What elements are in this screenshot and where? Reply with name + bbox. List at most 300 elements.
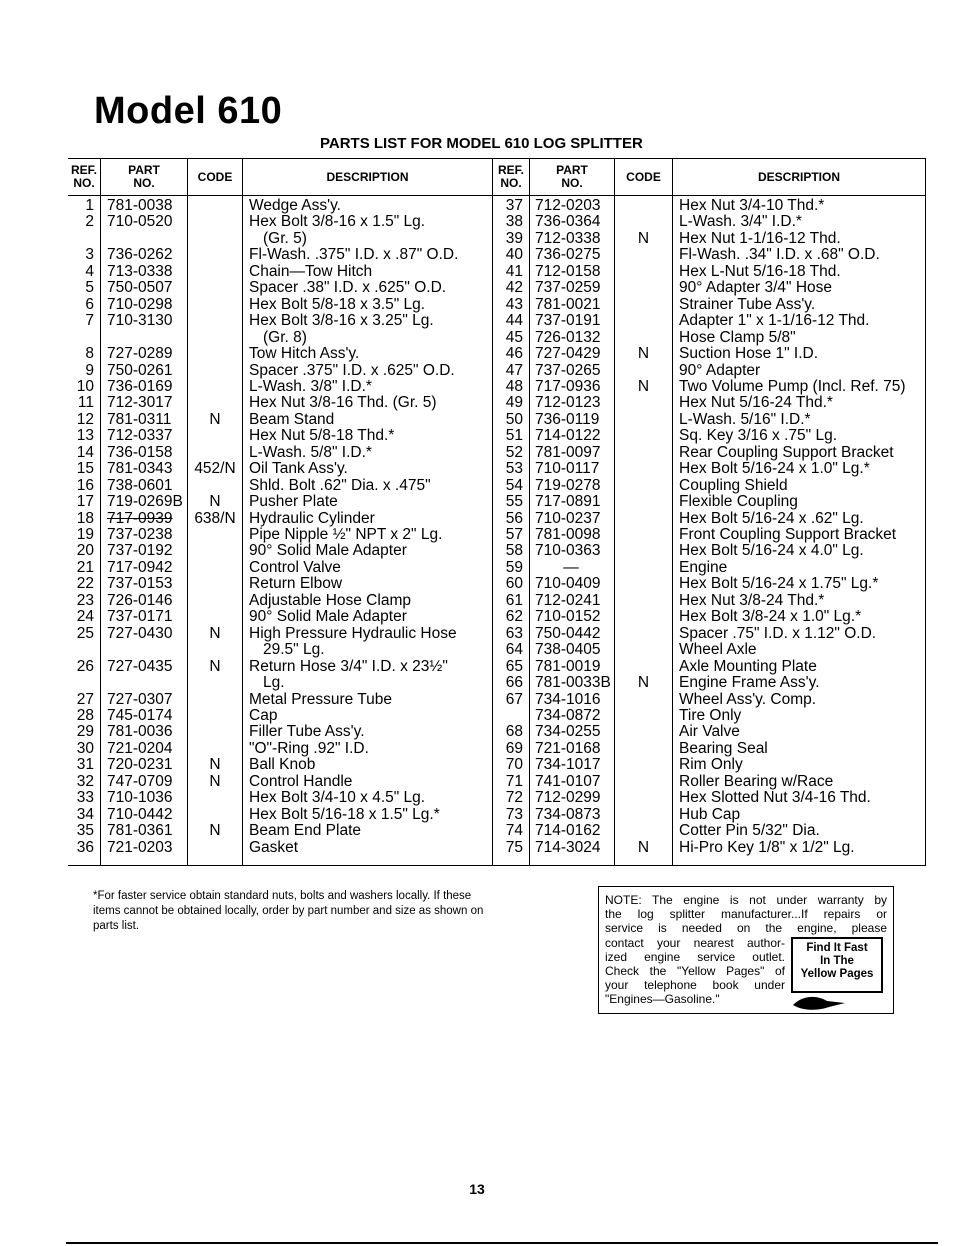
page-title: Model 610 <box>94 90 283 132</box>
table-row <box>68 428 492 444</box>
part-no-cell: 734-1016 <box>535 690 601 708</box>
table-row <box>68 659 492 675</box>
description-cell: High Pressure Hydraulic Hose <box>249 624 457 642</box>
description-cell: Axle Mounting Plate <box>679 657 817 675</box>
description-cell: Wheel Ass'y. Comp. <box>679 690 817 708</box>
code-cell: 452/N <box>194 460 236 478</box>
ref-no-cell: 34 <box>76 805 94 823</box>
ref-no-cell: 71 <box>505 772 523 790</box>
part-no-cell: 726-0132 <box>535 328 601 346</box>
table-row <box>493 790 925 806</box>
part-no-cell: 736-0119 <box>535 410 600 428</box>
table-row <box>68 461 492 477</box>
description-cell: 29.5" Lg. <box>263 641 325 659</box>
ref-no-cell: 29 <box>76 723 94 741</box>
ref-no-cell: 66 <box>505 674 523 692</box>
walking-fingers-icon <box>789 991 849 1013</box>
table-row <box>493 412 925 428</box>
table-row <box>68 626 492 642</box>
header-part-no: PART NO. <box>128 163 160 190</box>
description-cell: Lg. <box>263 674 285 692</box>
part-no-cell: 719-0278 <box>535 476 601 494</box>
table-row <box>493 659 925 675</box>
part-no-cell: 712-0337 <box>107 427 173 445</box>
ref-no-cell: 33 <box>76 789 94 807</box>
ref-no-cell: 41 <box>505 262 523 280</box>
table-row <box>493 511 925 527</box>
ref-no-cell: 27 <box>76 690 94 708</box>
ref-no-cell: 73 <box>505 805 523 823</box>
description-cell: Fl-Wash. .34" I.D. x .68" O.D. <box>679 246 880 264</box>
code-cell: N <box>637 345 650 363</box>
table-row <box>493 198 925 214</box>
table-row <box>68 231 492 247</box>
code-cell: N <box>209 822 221 840</box>
description-cell: 90° Solid Male Adapter <box>249 542 407 560</box>
description-cell: Hex Bolt 3/8-24 x 1.0" Lg.* <box>679 608 862 626</box>
description-cell: Hex Bolt 5/16-24 x 4.0" Lg. <box>679 542 864 560</box>
table-row <box>493 445 925 461</box>
header-code: CODE <box>626 169 661 184</box>
description-cell: Hex Bolt 3/4-10 x 4.5" Lg. <box>249 789 426 807</box>
part-no-cell: 781-0361 <box>107 822 173 840</box>
ref-no-cell: 49 <box>505 394 523 412</box>
code-cell: N <box>637 674 650 692</box>
code-cell: N <box>209 657 221 675</box>
part-no-cell: 736-0364 <box>535 213 601 231</box>
part-no-cell: 710-0117 <box>535 460 600 478</box>
table-row <box>493 395 925 411</box>
ref-no-cell: 24 <box>76 608 94 626</box>
ref-no-cell: 53 <box>505 460 523 478</box>
ref-no-cell: 42 <box>505 279 523 297</box>
table-row <box>493 807 925 823</box>
table-right-edge <box>925 159 926 865</box>
ref-no-cell: 31 <box>76 756 94 774</box>
table-row <box>68 330 492 346</box>
table-row <box>493 527 925 543</box>
logo-line: Find It Fast <box>806 942 868 954</box>
engine-warranty-note <box>598 886 894 1014</box>
table-row <box>493 774 925 790</box>
table-row <box>493 626 925 642</box>
ref-no-cell: 15 <box>76 460 94 478</box>
description-cell: Pusher Plate <box>249 493 338 511</box>
part-no-cell: 736-0158 <box>107 443 173 461</box>
part-no-cell: 727-0289 <box>107 345 173 363</box>
table-row <box>493 478 925 494</box>
description-cell: Spacer .75" I.D. x 1.12" O.D. <box>679 624 877 642</box>
part-no-cell: 781-0343 <box>107 460 173 478</box>
ref-no-cell: 2 <box>85 213 94 231</box>
part-no-cell: 737-0153 <box>107 575 173 593</box>
description-cell: Hex Bolt 3/8-16 x 1.5" Lg. <box>249 213 426 231</box>
part-no-cell: 734-0255 <box>535 723 601 741</box>
description-cell: Strainer Tube Ass'y. <box>679 295 816 313</box>
ref-no-cell: 26 <box>76 657 94 675</box>
ref-no-cell: 3 <box>85 246 94 264</box>
part-no-cell: 781-0036 <box>107 723 173 741</box>
part-no-cell: 714-0122 <box>535 427 601 445</box>
ref-no-cell: 44 <box>505 312 523 330</box>
table-row <box>493 708 925 724</box>
table-row <box>493 379 925 395</box>
part-no-cell: 721-0204 <box>107 739 173 757</box>
part-no-cell: 710-0409 <box>535 575 601 593</box>
ref-no-cell: 6 <box>85 295 94 313</box>
logo-line: In The <box>820 955 854 967</box>
ref-no-cell: 11 <box>77 394 94 412</box>
note-line: service is needed on the engine, please <box>605 921 887 936</box>
table-row <box>493 313 925 329</box>
description-cell: Bearing Seal <box>679 739 768 757</box>
description-cell: Hex Bolt 5/16-24 x .62" Lg. <box>679 509 864 527</box>
description-cell: Hex Nut 3/4-10 Thd.* <box>679 197 825 214</box>
table-row <box>68 692 492 708</box>
ref-no-cell: 48 <box>505 377 523 395</box>
description-cell: Hex Nut 3/8-16 Thd. (Gr. 5) <box>249 394 437 412</box>
part-no-cell: 712-0338 <box>535 229 601 247</box>
table-row <box>68 297 492 313</box>
description-cell: Spacer .375" I.D. x .625" O.D. <box>249 361 455 379</box>
table-row <box>68 445 492 461</box>
part-no-cell: 710-0363 <box>535 542 601 560</box>
part-no-cell: 781-0033B <box>535 674 611 692</box>
part-no-cell: 781-0019 <box>535 657 601 675</box>
header-part-no: PART NO. <box>556 163 588 190</box>
ref-no-cell: 75 <box>505 838 523 856</box>
ref-no-cell: 65 <box>505 657 523 675</box>
description-cell: Rim Only <box>679 756 743 774</box>
ref-no-cell: 63 <box>505 624 523 642</box>
ref-no-cell: 62 <box>505 608 523 626</box>
part-no-cell: 710-0152 <box>535 608 601 626</box>
ref-no-cell: 57 <box>505 526 523 543</box>
table-row <box>493 823 925 839</box>
ref-no-cell: 74 <box>505 822 523 840</box>
header-ref-no: REF. NO. <box>70 163 97 190</box>
ref-no-cell: 18 <box>76 509 94 527</box>
table-row <box>68 264 492 280</box>
part-no-cell: 747-0709 <box>107 772 173 790</box>
ref-no-cell: 7 <box>85 312 94 330</box>
part-no-cell: 781-0097 <box>535 443 601 461</box>
part-no-cell: 710-0520 <box>107 213 173 231</box>
part-no-cell: 737-0265 <box>535 361 601 379</box>
ref-no-cell: 10 <box>76 377 94 395</box>
description-cell: Return Hose 3/4" I.D. x 23½" <box>249 657 448 675</box>
note-line: your telephone book under <box>605 978 785 993</box>
description-cell: Hydraulic Cylinder <box>249 509 375 527</box>
header-description: DESCRIPTION <box>326 169 409 184</box>
part-no-cell: 727-0307 <box>107 690 173 708</box>
description-cell: L-Wash. 3/8" I.D.* <box>249 377 372 395</box>
ref-no-cell: 61 <box>505 591 523 609</box>
part-no-cell: 750-0261 <box>107 361 173 379</box>
part-no-cell: 710-0442 <box>107 805 173 823</box>
description-cell: Filler Tube Ass'y. <box>249 723 365 741</box>
part-no-cell: 734-0873 <box>535 805 601 823</box>
description-cell: L-Wash. 5/8" I.D.* <box>249 443 372 461</box>
description-cell: Hex Bolt 5/16-24 x 1.75" Lg.* <box>679 575 879 593</box>
part-no-cell: 737-0191 <box>535 312 601 330</box>
description-cell: Two Volume Pump (Incl. Ref. 75) <box>679 377 906 395</box>
table-row <box>68 494 492 510</box>
ref-no-cell: 56 <box>505 509 523 527</box>
table-row <box>68 247 492 263</box>
description-cell: Return Elbow <box>249 575 343 593</box>
table-row <box>68 214 492 230</box>
description-cell: Air Valve <box>679 723 740 741</box>
description-cell: (Gr. 5) <box>263 229 307 247</box>
part-no-cell: 713-0338 <box>107 262 173 280</box>
description-cell: Beam End Plate <box>249 822 362 840</box>
table-row <box>68 379 492 395</box>
description-cell: Cotter Pin 5/32" Dia. <box>679 822 820 840</box>
table-row <box>493 280 925 296</box>
table-row <box>493 560 925 576</box>
ref-no-cell: 22 <box>76 575 94 593</box>
part-no-cell: 736-0275 <box>535 246 601 264</box>
description-cell: Coupling Shield <box>679 476 788 494</box>
ref-no-cell: 12 <box>76 410 94 428</box>
part-no-cell: 710-1036 <box>107 789 173 807</box>
ref-no-cell: 59 <box>505 558 523 576</box>
description-cell: Ball Knob <box>249 756 316 774</box>
part-no-cell: 741-0107 <box>535 772 601 790</box>
ref-no-cell: 52 <box>505 443 523 461</box>
table-row <box>493 642 925 658</box>
ref-no-cell: 9 <box>85 361 94 379</box>
description-cell: Hi-Pro Key 1/8" x 1/2" Lg. <box>679 838 855 856</box>
part-no-cell: 721-0168 <box>535 739 601 757</box>
table-row <box>493 576 925 592</box>
code-cell: N <box>637 377 650 395</box>
part-no-cell: 710-3130 <box>107 312 173 330</box>
ref-no-cell: 21 <box>76 558 94 576</box>
part-no-cell: 736-0262 <box>107 246 173 264</box>
description-cell: Front Coupling Support Bracket <box>679 526 897 543</box>
table-row <box>68 790 492 806</box>
table-row <box>68 741 492 757</box>
parts-table <box>68 158 926 866</box>
ref-no-cell: 54 <box>505 476 523 494</box>
description-cell: Beam Stand <box>249 410 335 428</box>
part-no-cell: 714-0162 <box>535 822 601 840</box>
table-row <box>68 543 492 559</box>
description-cell: Adapter 1" x 1-1/16-12 Thd. <box>679 312 870 330</box>
ref-no-cell: 5 <box>85 279 94 297</box>
ref-no-cell: 47 <box>505 361 523 379</box>
description-cell: Hex Nut 5/8-18 Thd.* <box>249 427 395 445</box>
ref-no-cell: 17 <box>76 493 94 511</box>
table-row <box>68 412 492 428</box>
ref-no-cell: 35 <box>76 822 94 840</box>
description-cell: Metal Pressure Tube <box>249 690 393 708</box>
ref-no-cell: 25 <box>76 624 94 642</box>
table-row <box>68 511 492 527</box>
description-cell: Control Handle <box>249 772 353 790</box>
page-number: 13 <box>469 1181 485 1197</box>
part-no-cell: 727-0435 <box>107 657 173 675</box>
table-row <box>493 741 925 757</box>
note-line: "Engines—Gasoline." <box>605 992 720 1007</box>
ref-no-cell: 60 <box>505 575 523 593</box>
description-cell: Hex Nut 3/8-24 Thd.* <box>679 591 825 609</box>
description-cell: Hex Bolt 5/8-18 x 3.5" Lg. <box>249 295 426 313</box>
header-ref-no: REF. NO. <box>497 163 524 190</box>
description-cell: Tow Hitch Ass'y. <box>249 345 360 363</box>
description-cell: Tire Only <box>679 706 742 724</box>
code-cell: N <box>209 410 221 428</box>
part-no-cell: 712-0123 <box>535 394 601 412</box>
part-no-cell: 727-0430 <box>107 624 173 642</box>
table-row <box>493 214 925 230</box>
part-no-cell: 781-0311 <box>107 410 172 428</box>
note-line: Check the "Yellow Pages" of <box>605 964 785 979</box>
table-row <box>493 840 925 856</box>
description-cell: 90° Adapter 3/4" Hose <box>679 279 833 297</box>
ref-no-cell: 69 <box>505 739 523 757</box>
bottom-rule <box>66 1242 938 1244</box>
ref-no-cell: 13 <box>76 427 94 445</box>
table-row <box>68 840 492 856</box>
description-cell: Sq. Key 3/16 x .75" Lg. <box>679 427 838 445</box>
part-no-cell: 712-3017 <box>107 394 173 412</box>
part-no-cell: 714-3024 <box>535 838 601 856</box>
table-row <box>493 346 925 362</box>
part-no-cell: 734-1017 <box>535 756 601 774</box>
note-line: contact your nearest author- <box>605 935 785 950</box>
ref-no-cell: 4 <box>85 262 94 280</box>
part-no-cell: 712-0241 <box>535 591 601 609</box>
ref-no-cell: 70 <box>505 756 523 774</box>
part-no-cell: 737-0192 <box>107 542 173 560</box>
description-cell: Hex Bolt 3/8-16 x 3.25" Lg. <box>249 312 434 330</box>
table-row <box>68 198 492 214</box>
ref-no-cell: 68 <box>505 723 523 741</box>
ref-no-cell: 58 <box>505 542 523 560</box>
table-row <box>493 297 925 313</box>
ref-no-cell: 50 <box>505 410 523 428</box>
table-row <box>68 527 492 543</box>
description-cell: Hex Slotted Nut 3/4-16 Thd. <box>679 789 871 807</box>
ref-no-cell: 30 <box>76 739 94 757</box>
part-no-cell: 712-0203 <box>535 197 601 214</box>
part-no-cell: 734-0872 <box>535 706 601 724</box>
description-cell: Rear Coupling Support Bracket <box>679 443 894 461</box>
table-row <box>493 724 925 740</box>
part-no-cell: 738-0405 <box>535 641 601 659</box>
ref-no-cell: 64 <box>505 641 523 659</box>
part-no-cell: — <box>563 558 579 576</box>
table-row <box>68 774 492 790</box>
table-row <box>68 757 492 773</box>
description-cell: Hex L-Nut 5/16-18 Thd. <box>679 262 841 280</box>
header-description: DESCRIPTION <box>757 169 840 184</box>
description-cell: 90° Solid Male Adapter <box>249 608 407 626</box>
ref-no-cell: 40 <box>505 246 523 264</box>
part-no-cell: 720-0231 <box>107 756 173 774</box>
table-row <box>68 593 492 609</box>
description-cell: Adjustable Hose Clamp <box>249 591 411 609</box>
note-line: the log splitter manufacturer...If repairs or <box>605 907 887 922</box>
table-row <box>68 313 492 329</box>
code-cell: N <box>209 624 221 642</box>
table-row <box>68 395 492 411</box>
table-row <box>68 724 492 740</box>
part-no-cell: 719-0269B <box>107 493 183 511</box>
description-cell: Chain—Tow Hitch <box>249 262 373 280</box>
part-no-cell: 737-0259 <box>535 279 601 297</box>
table-row <box>68 609 492 625</box>
ref-no-cell: 20 <box>76 542 94 560</box>
table-row <box>68 807 492 823</box>
description-cell: Wedge Ass'y. <box>249 197 341 214</box>
description-cell: Engine <box>679 558 728 576</box>
ref-no-cell: 28 <box>76 706 94 724</box>
table-row <box>493 494 925 510</box>
ref-no-cell: 39 <box>505 229 523 247</box>
ref-no-cell: 1 <box>85 197 94 214</box>
table-row <box>493 609 925 625</box>
description-cell: Engine Frame Ass'y. <box>679 674 820 692</box>
description-cell: Wheel Axle <box>679 641 757 659</box>
table-row <box>493 757 925 773</box>
code-cell: N <box>209 756 221 774</box>
part-no-cell: 737-0238 <box>107 526 173 543</box>
ref-no-cell: 8 <box>85 345 94 363</box>
table-row <box>493 593 925 609</box>
part-no-cell: 712-0158 <box>535 262 601 280</box>
ref-no-cell: 37 <box>505 197 523 214</box>
description-cell: "O"-Ring .92" I.D. <box>249 739 369 757</box>
note-line: ized engine service outlet. <box>605 949 785 964</box>
ref-no-cell: 45 <box>505 328 523 346</box>
ref-no-cell: 55 <box>505 493 523 511</box>
description-cell: (Gr. 8) <box>263 328 307 346</box>
table-row <box>68 363 492 379</box>
ref-no-cell: 14 <box>76 443 94 461</box>
table-row <box>493 692 925 708</box>
part-no-cell: 750-0507 <box>107 279 173 297</box>
description-cell: 90° Adapter <box>679 361 761 379</box>
part-no-cell: 727-0429 <box>535 345 601 363</box>
ref-no-cell: 67 <box>505 690 523 708</box>
description-cell: L-Wash. 3/4" I.D.* <box>679 213 802 231</box>
description-cell: Gasket <box>249 838 299 856</box>
table-row <box>493 428 925 444</box>
parts-list-subtitle: PARTS LIST FOR MODEL 610 LOG SPLITTER <box>320 135 643 152</box>
part-no-cell: 710-0298 <box>107 295 173 313</box>
table-row <box>493 231 925 247</box>
ref-no-cell: 46 <box>505 345 523 363</box>
description-cell: Hub Cap <box>679 805 741 823</box>
description-cell: Fl-Wash. .375" I.D. x .87" O.D. <box>249 246 459 264</box>
part-no-cell: 721-0203 <box>107 838 173 856</box>
part-no-cell: 717-0936 <box>535 377 601 395</box>
part-no-cell: 781-0098 <box>535 526 601 543</box>
table-row <box>68 823 492 839</box>
table-row <box>493 461 925 477</box>
ref-no-cell: 43 <box>505 295 523 313</box>
part-no-cell: 750-0442 <box>535 624 601 642</box>
part-no-cell: 717-0939 <box>107 509 173 527</box>
part-no-cell: 745-0174 <box>107 706 173 724</box>
part-no-cell: 710-0237 <box>535 509 601 527</box>
table-row <box>68 708 492 724</box>
description-cell: Control Valve <box>249 558 341 576</box>
